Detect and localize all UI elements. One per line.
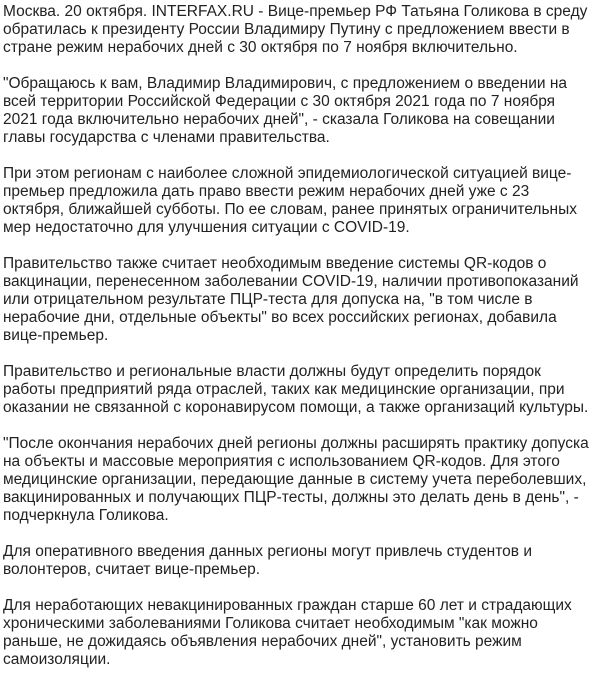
- article-paragraph-regions: При этом регионам с наиболее сложной эпидемиологической ситуацией вице-премьер предложила дать право ввести режим нерабочих дней уже с 23 октября, ближайшей субботы. По ее словам, ранее принятых ограничительных мер недостаточно для улучшения ситуации с COVID-19.: [3, 165, 577, 236]
- article-body: [3, 3, 589, 669]
- article-paragraph-self-isolation: Для неработающих невакцинированных граждан старше 60 лет и страдающих хроническими заболеваниями Голикова считает необходимым "как можно раньше, не дожидаясь объявления нерабочих дней", установить режим самоизоляции.: [3, 597, 572, 668]
- article-paragraph-quote-after: "После окончания нерабочих дней регионы должны расширять практику допуска на объекты и массовые мероприятия с использованием QR-кодов. Для этого медицинские организации, передающие данные в систему учета переболевших, вакцинированных и получающих ПЦР-тесты, должны это делать день в день", - подчеркнула Голикова.: [3, 435, 589, 524]
- article-paragraph-lead: Москва. 20 октября. INTERFAX.RU - Вице-премьер РФ Татьяна Голикова в среду обратилась к президенту России Владимиру Путину с предложением ввести в стране режим нерабочих дней с 30 октября по 7 ноября включительно.: [3, 3, 588, 56]
- article-paragraph-students: Для оперативного введения данных регионы могут привлечь студентов и волонтеров, считает вице-премьер.: [3, 543, 532, 578]
- article-paragraph-industries: Правительство и региональные власти должны будут определить порядок работы предприятий ряда отраслей, таких как медицинские организации, при оказании не связанной с коронавирусом помощи, а также организаций культуры.: [3, 363, 589, 416]
- article-paragraph-qr-codes: Правительство также считает необходимым введение системы QR-кодов о вакцинации, перенесенном заболевании COVID-19, наличии противопоказаний или отрицательном результате ПЦР-теста для допуска на, "в том числе в нерабочие дни, отдельные объекты" во всех российских регионах, добавила вице-премьер.: [3, 255, 579, 344]
- article-paragraph-quote-proposal: "Обращаюсь к вам, Владимир Владимирович, с предложением о введении на всей территории Российской Федерации с 30 октября 2021 года по 7 ноября 2021 года включительно нерабочих дней", - сказала Голикова на совещании главы государства с членами правительства.: [3, 75, 568, 146]
